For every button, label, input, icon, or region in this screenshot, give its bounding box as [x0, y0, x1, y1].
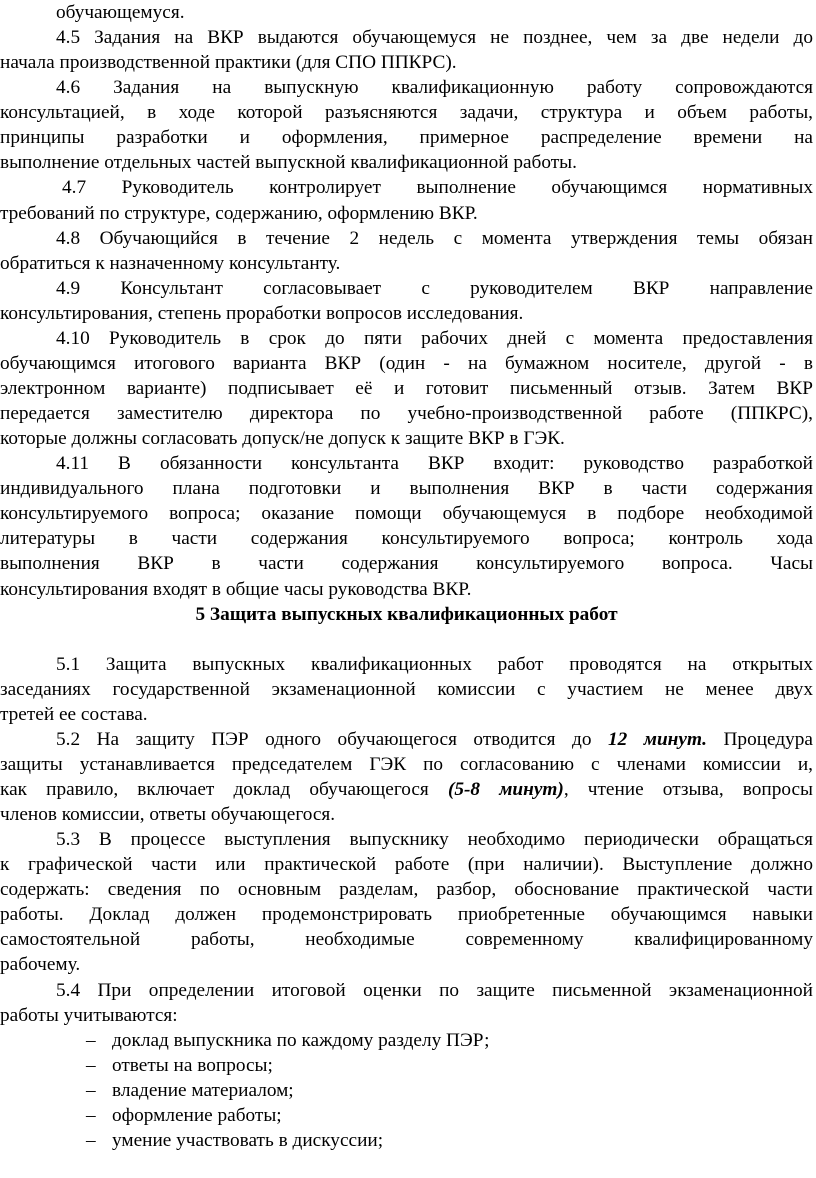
list-item	[0, 1028, 813, 1053]
text-line: 4.10 Руководитель в срок до пяти рабочих дней с момента предоставления	[56, 327, 813, 349]
text-line: членов комиссии, ответы обучающегося.	[0, 804, 336, 825]
text-line: обучающемуся.	[56, 2, 185, 23]
text-line: работы учитываются:	[0, 1004, 178, 1026]
text-line: электронном варианте) подписывает её и готовит письменный отзыв. Затем ВКР	[0, 378, 813, 399]
text-line: 4.7 Руководитель контролирует выполнение обучающимся нормативных	[62, 177, 813, 199]
text-line: рабочему.	[0, 954, 81, 976]
text-line: выполнение отдельных частей выпускной квалификационной работы.	[0, 152, 577, 174]
text-run: как правило, включает доклад обучающегося	[0, 779, 448, 800]
text-run: Процедура	[707, 728, 813, 750]
text-line: третей ее состава.	[0, 703, 148, 725]
text-line: 4.6 Задания на выпускную квалификационную работу сопровождаются	[56, 77, 813, 99]
list-item	[0, 1128, 813, 1153]
list-item	[0, 1103, 813, 1128]
text-line: работы. Доклад должен продемонстрировать приобретенные обучающимся навыки	[0, 904, 813, 926]
dash-bullet-icon: –	[86, 1054, 96, 1076]
dash-bullet-icon: –	[86, 1104, 96, 1126]
dash-bullet-icon: –	[86, 1129, 96, 1151]
text-line: 4.9 Консультант согласовывает с руководителем ВКР направление	[56, 277, 813, 299]
text-line: начала производственной практики (для СПО ППКРС).	[0, 52, 457, 74]
text-line: требований по структуре, содержанию, оформлению ВКР.	[0, 202, 478, 224]
text-line: выполнения ВКР в части содержания консультируемого вопроса. Часы	[0, 553, 813, 575]
text-line: литературы в части содержания консультируемого вопроса; контроль хода	[0, 528, 813, 550]
text-line: принципы разработки и оформления, примерное распределение времени на	[0, 127, 813, 149]
text-line: защиты устанавливается председателем ГЭК по согласованию с членами комиссии и,	[0, 753, 813, 775]
text-line: консультацией, в ходе которой разъясняются задачи, структура и объем работы,	[0, 102, 813, 124]
text-line: консультируемого вопроса; оказание помощи обучающемуся в подборе необходимой	[0, 503, 813, 525]
text-line: консультирования, степень проработки вопросов исследования.	[0, 302, 524, 324]
list-item-text: оформление работы;	[112, 1104, 282, 1126]
list-item	[0, 1078, 813, 1103]
text-line: которые должны согласовать допуск/не допуск к защите ВКР в ГЭК.	[0, 428, 565, 450]
section-heading: 5 Защита выпускных квалификационных работ	[195, 603, 618, 625]
text-line: обучающимся итогового варианта ВКР (один - на бумажном носителе, другой - в	[0, 352, 813, 374]
text-line: консультирования входят в общие часы руководства ВКР.	[0, 578, 472, 600]
text-line: 4.11 В обязанности консультанта ВКР входит: руководство разработкой	[56, 453, 813, 475]
text-line	[0, 777, 813, 802]
text-line	[56, 727, 813, 752]
emphasis-text: 12 минут.	[607, 728, 707, 750]
text-line: к графической части или практической работе (при наличии). Выступление должно	[0, 854, 813, 876]
list-item-text: умение участвовать в дискуссии;	[112, 1129, 384, 1151]
list-item-text: владение материалом;	[112, 1079, 294, 1101]
text-line: самостоятельной работы, необходимые современному квалифицированному	[0, 929, 813, 951]
text-line: 5.4 При определении итоговой оценки по защите письменной экзаменационной	[56, 979, 813, 1001]
dash-bullet-icon: –	[86, 1029, 96, 1051]
text-line: передается заместителю директора по учебно-производственной работе (ППКРС),	[0, 403, 813, 424]
text-line: обратиться к назначенному консультанту.	[0, 252, 341, 274]
text-line: 4.8 Обучающийся в течение 2 недель с момента утверждения темы обязан	[56, 227, 813, 249]
list-item-text: ответы на вопросы;	[112, 1054, 273, 1076]
list-item-text: доклад выпускника по каждому разделу ПЭР;	[112, 1029, 490, 1051]
text-line: содержать: сведения по основным разделам, разбор, обоснование практической части	[0, 879, 813, 901]
list-item	[0, 1053, 813, 1078]
text-line: 5.1 Защита выпускных квалификационных работ проводятся на открытых	[56, 653, 813, 675]
text-run: , чтение отзыва, вопросы	[563, 779, 813, 800]
text-line: 5.3 В процессе выступления выпускнику необходимо периодически обращаться	[56, 829, 813, 851]
text-line: индивидуального плана подготовки и выполнения ВКР в части содержания	[0, 478, 813, 500]
emphasis-text: (5-8 минут)	[447, 779, 564, 800]
text-run: 5.2 На защиту ПЭР одного обучающегося отводится до	[56, 728, 608, 750]
text-line: заседаниях государственной экзаменационной комиссии с участием не менее двух	[0, 678, 813, 700]
text-line: 4.5 Задания на ВКР выдаются обучающемуся не позднее, чем за две недели до	[56, 27, 813, 49]
dash-bullet-icon: –	[86, 1079, 96, 1101]
